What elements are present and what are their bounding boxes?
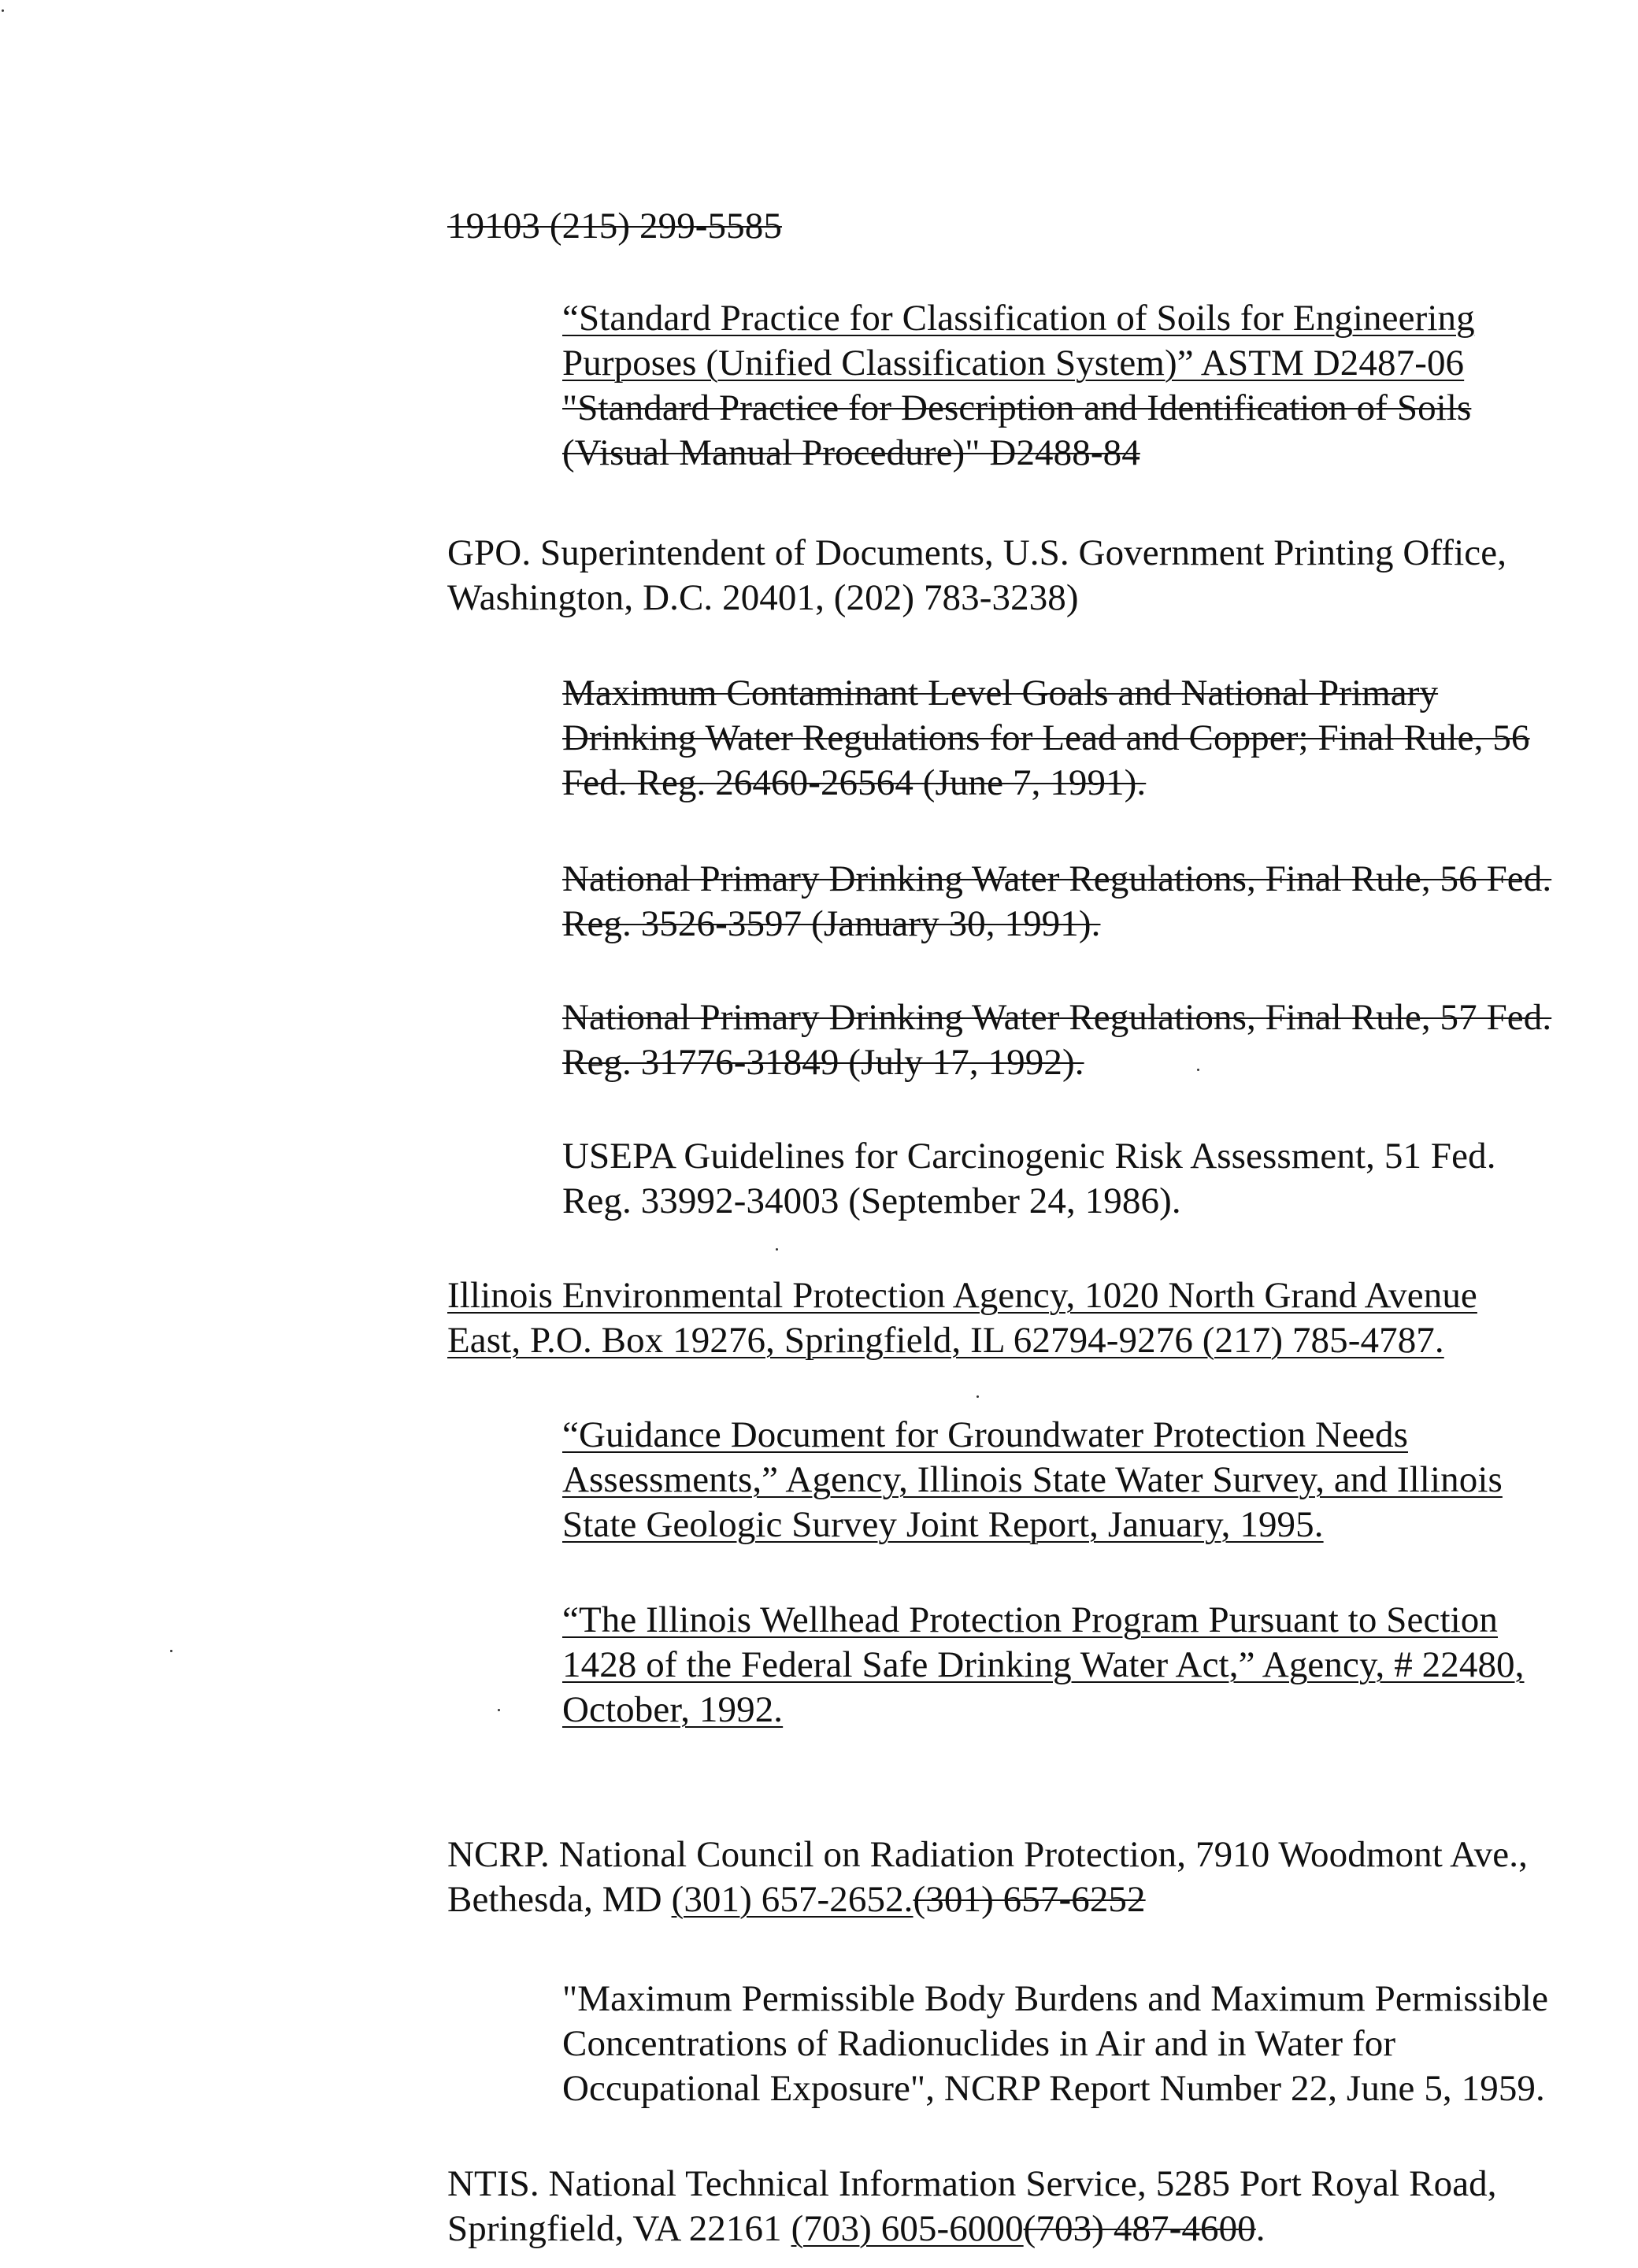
npdwr-1991-line-2 [562,901,1100,947]
deleted-text: 19103 (215) 299-5585 [447,206,782,246]
inserted-text: October, 1992. [562,1689,784,1730]
astm-reference-line-4 [562,430,1140,476]
deleted-text: Drinking Water Regulations for Lead and Copper; Final Rule, 56 [562,717,1530,758]
plain-text: . [1255,2208,1266,2249]
ncrp-report-line-1: "Maximum Permissible Body Burdens and Maximum Permissible [562,1978,1549,2019]
deleted-text: Reg. 31776-31849 (July 17, 1992). [562,1042,1084,1083]
deleted-text: Maximum Contaminant Level Goals and National Primary [562,673,1439,713]
inserted-text: “Guidance Document for Groundwater Protection Needs [562,1414,1408,1455]
deleted-text: National Primary Drinking Water Regulations, Final Rule, 56 Fed. [562,858,1552,899]
gpo-source-line-1: GPO. Superintendent of Documents, U.S. Government Printing Office, [447,532,1507,573]
wellhead-program-line-1 [562,1597,1498,1643]
usepa-guidelines-line-2: Reg. 33992-34003 (September 24, 1986). [562,1180,1181,1221]
plain-text: Bethesda, MD [447,1879,672,1920]
astm-reference-line-2 [562,340,1464,386]
scan-speck [498,1709,500,1711]
illinois-epa-line-2 [447,1317,1444,1363]
npdwr-1992-line-1 [562,995,1551,1040]
astm-reference-line-3 [562,385,1471,431]
guidance-document-line-2 [562,1457,1503,1503]
scan-speck [2,9,4,12]
mclg-reference-line-3 [562,760,1146,806]
wellhead-program-line-2 [562,1642,1525,1688]
inserted-text: Illinois Environmental Protection Agency, 1020 North Grand Avenue [447,1275,1477,1316]
inserted-text: Purposes (Unified Classification System)” ASTM D2487-06 [562,343,1465,384]
inserted-text: State Geologic Survey Joint Report, January, 1995. [562,1504,1324,1545]
ncrp-source-line-2 [447,1877,1146,1922]
plain-text: Springfield, VA 22161 [447,2208,791,2249]
ntis-source-line-2 [447,2206,1266,2251]
wellhead-program-line-3 [562,1687,783,1732]
mclg-reference-line-1 [562,670,1438,716]
mclg-reference-line-2 [562,715,1530,761]
astm-reference-line-1 [562,295,1475,341]
ntis-source-line-1: NTIS. National Technical Information Service, 5285 Port Royal Road, [447,2163,1497,2204]
scan-speck [1197,1069,1199,1071]
deleted-text: (301) 657-6252 [913,1879,1146,1920]
inserted-text: (301) 657-2652. [671,1879,914,1920]
usepa-guidelines-line-1: USEPA Guidelines for Carcinogenic Risk Assessment, 51 Fed. [562,1136,1496,1177]
npdwr-1992-line-2 [562,1040,1084,1085]
ncrp-report-line-2: Concentrations of Radionuclides in Air and in Water for [562,2023,1396,2064]
guidance-document-line-1 [562,1412,1408,1458]
guidance-document-line-3 [562,1502,1324,1547]
deleted-text: Reg. 3526-3597 (January 30, 1991). [562,903,1101,944]
ncrp-source-line-1: NCRP. National Council on Radiation Protection, 7910 Woodmont Ave., [447,1834,1528,1875]
scan-speck [170,1650,172,1652]
deleted-text: (Visual Manual Procedure)" D2488-84 [562,432,1140,473]
deleted-text: (703) 487-4600 [1023,2208,1256,2249]
deleted-text: National Primary Drinking Water Regulations, Final Rule, 57 Fed. [562,997,1552,1038]
inserted-text: East, P.O. Box 19276, Springfield, IL 62794-9276 (217) 785-4787. [447,1320,1444,1361]
gpo-source-line-2: Washington, D.C. 20401, (202) 783-3238) [447,577,1079,618]
inserted-text: “Standard Practice for Classification of Soils for Engineering [562,298,1475,339]
deleted-text: "Standard Practice for Description and Identification of Soils [562,387,1472,428]
inserted-text: “The Illinois Wellhead Protection Program Pursuant to Section [562,1599,1498,1640]
scan-speck [776,1248,778,1251]
npdwr-1991-line-1 [562,856,1551,902]
illinois-epa-line-1 [447,1273,1477,1318]
scan-speck [976,1395,979,1398]
deleted-text: Fed. Reg. 26460-26564 (June 7, 1991). [562,762,1147,803]
inserted-text: (703) 605-6000 [791,2208,1024,2249]
inserted-text: Assessments,” Agency, Illinois State Water Survey, and Illinois [562,1459,1503,1500]
inserted-text: 1428 of the Federal Safe Drinking Water Act,” Agency, # 22480, [562,1644,1525,1685]
ncrp-report-line-3: Occupational Exposure", NCRP Report Number 22, June 5, 1959. [562,2068,1545,2109]
address-line-deleted [447,203,782,249]
